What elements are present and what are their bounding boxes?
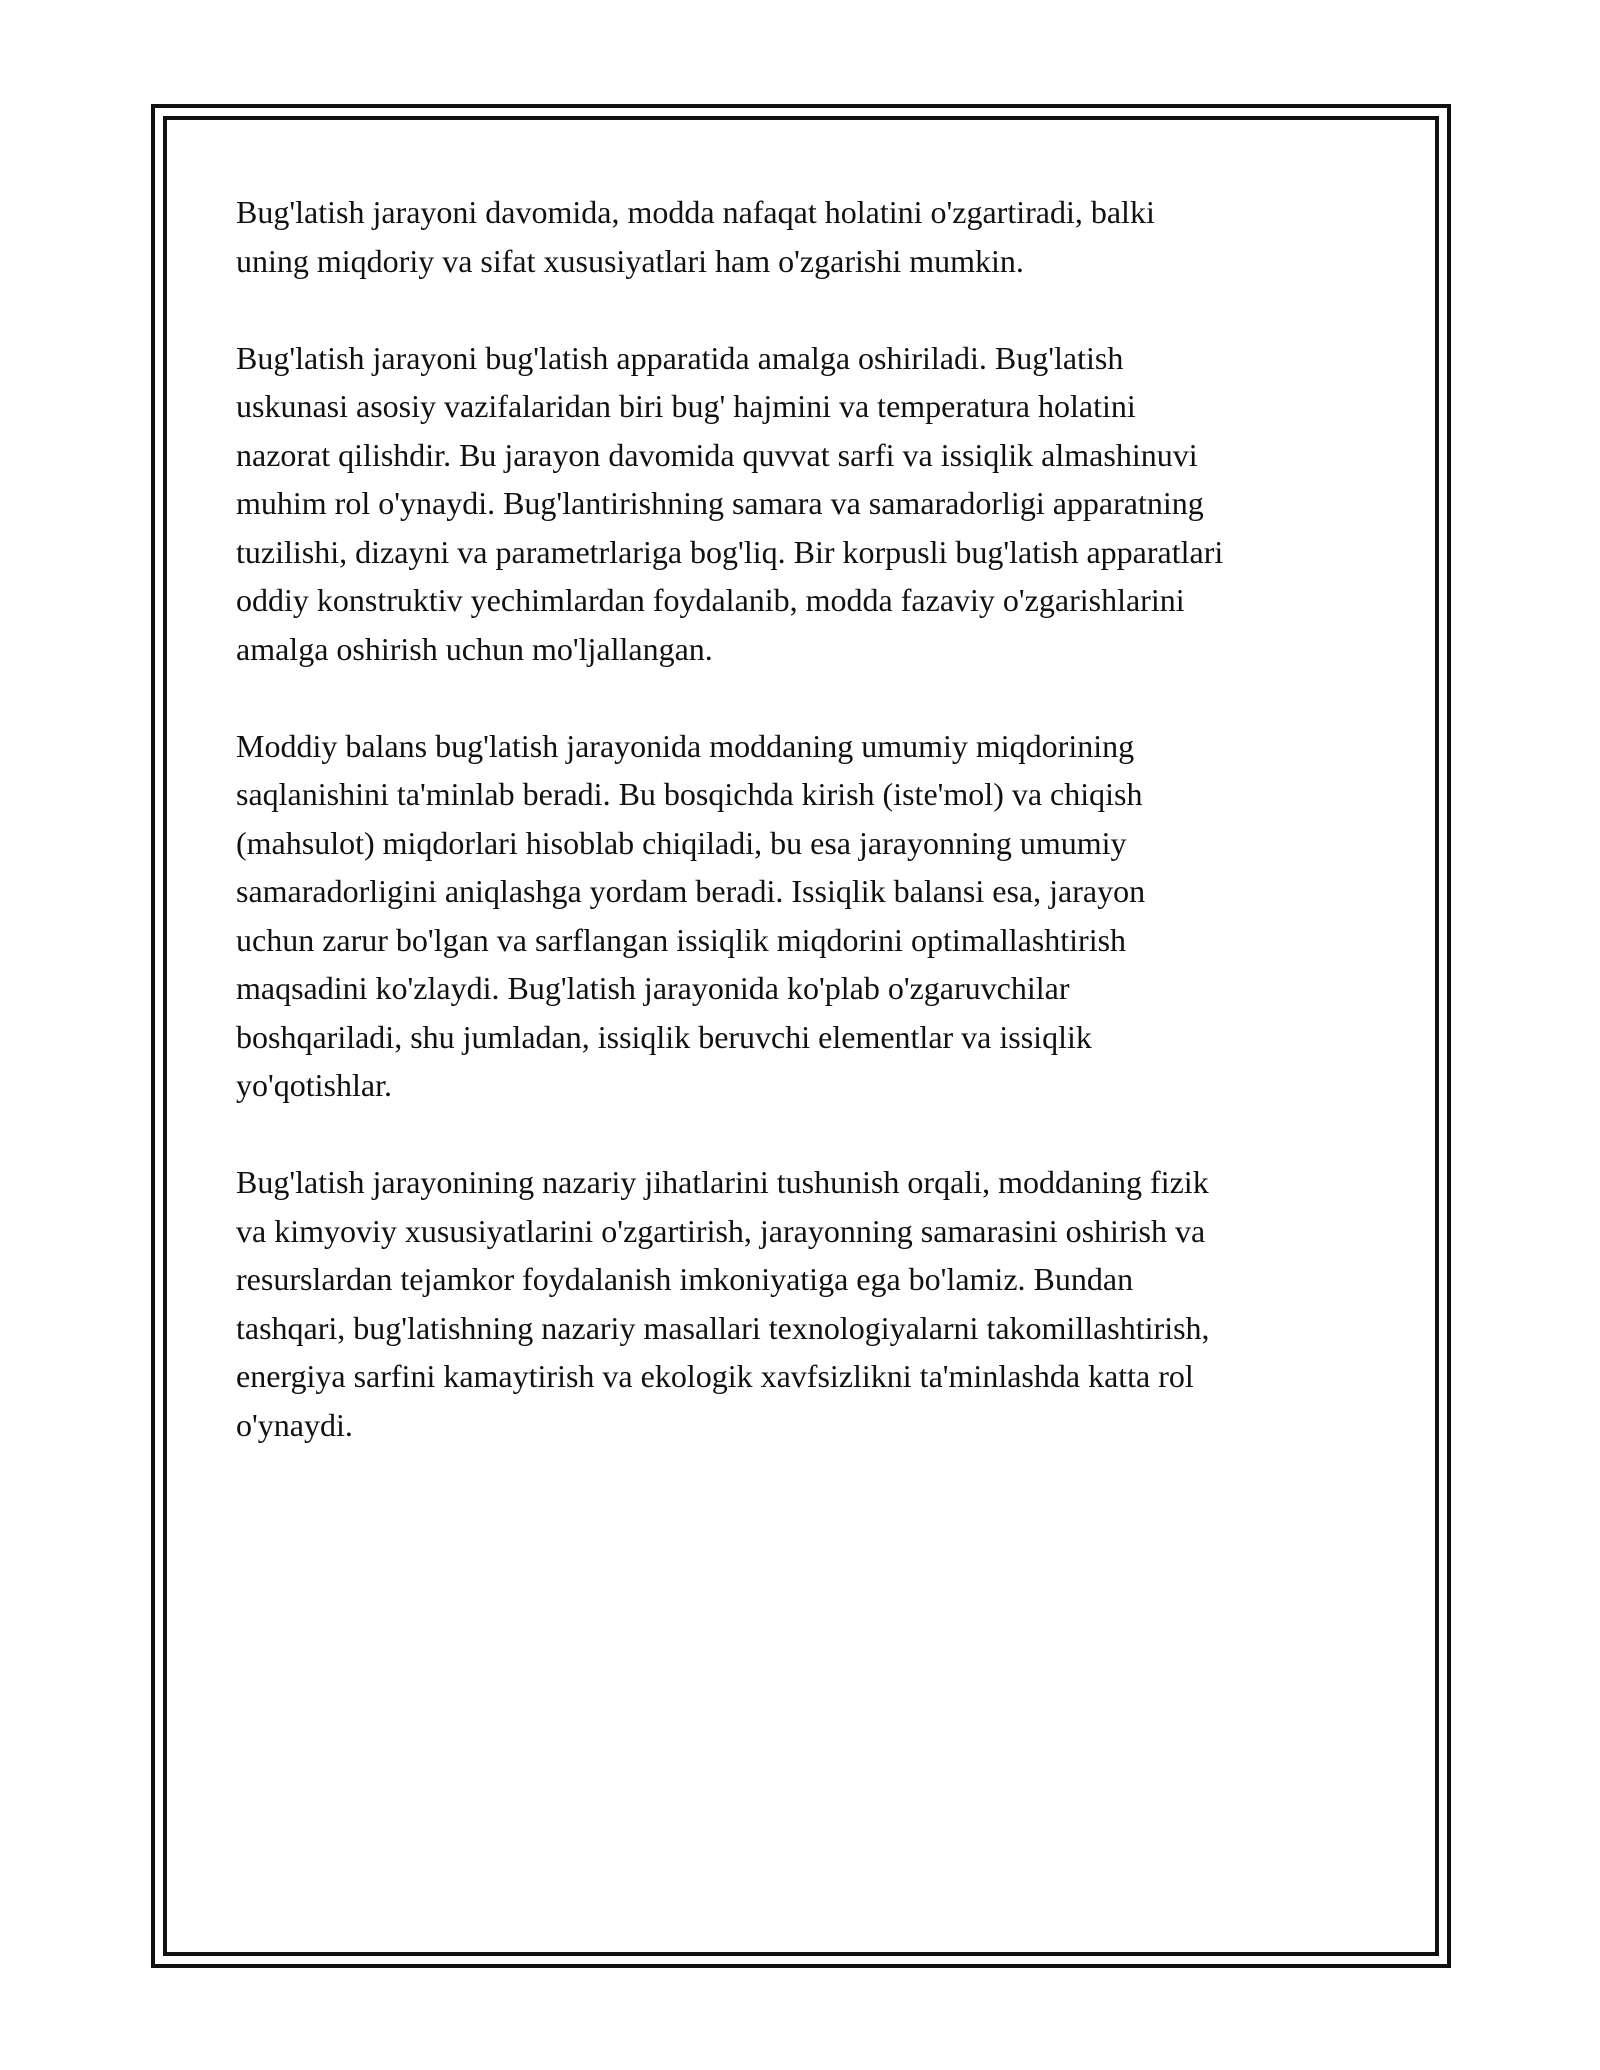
line: uskunasi asosiy vazifalaridan biri bug' hajmini va temperatura holatini (236, 388, 1136, 424)
line: tuzilishi, dizayni va parametrlariga bog'liq. Bir korpusli bug'latish apparatlari (236, 533, 1224, 570)
paragraph-1 (236, 188, 1386, 285)
line: va kimyoviy xususiyatlarini o'zgartirish, jarayonning samarasini oshirish va (236, 1212, 1206, 1249)
document-body (236, 188, 1386, 1498)
line: nazorat qilishdir. Bu jarayon davomida quvvat sarfi va issiqlik almashinuvi (236, 436, 1198, 473)
line: tashqari, bug'latishning nazariy masallari texnologiyalarni takomillashtirish, (236, 1309, 1210, 1346)
line: Bug'latish jarayoni bug'latish apparatida amalga oshiriladi. Bug'latish (236, 339, 1124, 376)
paragraph-2 (236, 334, 1386, 674)
line: resurslardan tejamkor foydalanish imkoniyatiga ega bo'lamiz. Bundan (236, 1261, 1134, 1297)
line: maqsadini ko'zlaydi. Bug'latish jarayonida ko'plab o'zgaruvchilar (236, 970, 1070, 1006)
line: oddiy konstruktiv yechimlardan foydalanib, modda fazaviy o'zgarishlarini (236, 582, 1185, 618)
line: Bug'latish jarayoni davomida, modda nafaqat holatini o'zgartiradi, balki (236, 194, 1155, 230)
line: boshqariladi, shu jumladan, issiqlik beruvchi elementlar va issiqlik (236, 1018, 1092, 1055)
line: o'ynaydi. (236, 1406, 353, 1443)
line: uchun zarur bo'lgan va sarflangan issiqlik miqdorini optimallashtirish (236, 921, 1127, 958)
line: muhim rol o'ynaydi. Bug'lantirishning samara va samaradorligi apparatning (236, 485, 1204, 521)
line: Bug'latish jarayonining nazariy jihatlarini tushunish orqali, moddaning fizik (236, 1164, 1209, 1200)
line: Moddiy balans bug'latish jarayonida moddaning umumiy miqdorining (236, 727, 1135, 764)
line: energiya sarfini kamaytirish va ekologik xavfsizlikni ta'minlashda katta rol (236, 1358, 1194, 1394)
paragraph-3 (236, 722, 1386, 1110)
paragraph-4 (236, 1158, 1386, 1449)
line: (mahsulot) miqdorlari hisoblab chiqiladi, bu esa jarayonning umumiy (236, 824, 1127, 861)
line: uning miqdoriy va sifat xususiyatlari ham o'zgarishi mumkin. (236, 242, 1024, 279)
line: samaradorligini aniqlashga yordam beradi. Issiqlik balansi esa, jarayon (236, 873, 1146, 909)
line: saqlanishini ta'minlab beradi. Bu bosqichda kirish (iste'mol) va chiqish (236, 776, 1143, 812)
line: yo'qotishlar. (236, 1067, 392, 1103)
line: amalga oshirish uchun mo'ljallangan. (236, 630, 713, 667)
